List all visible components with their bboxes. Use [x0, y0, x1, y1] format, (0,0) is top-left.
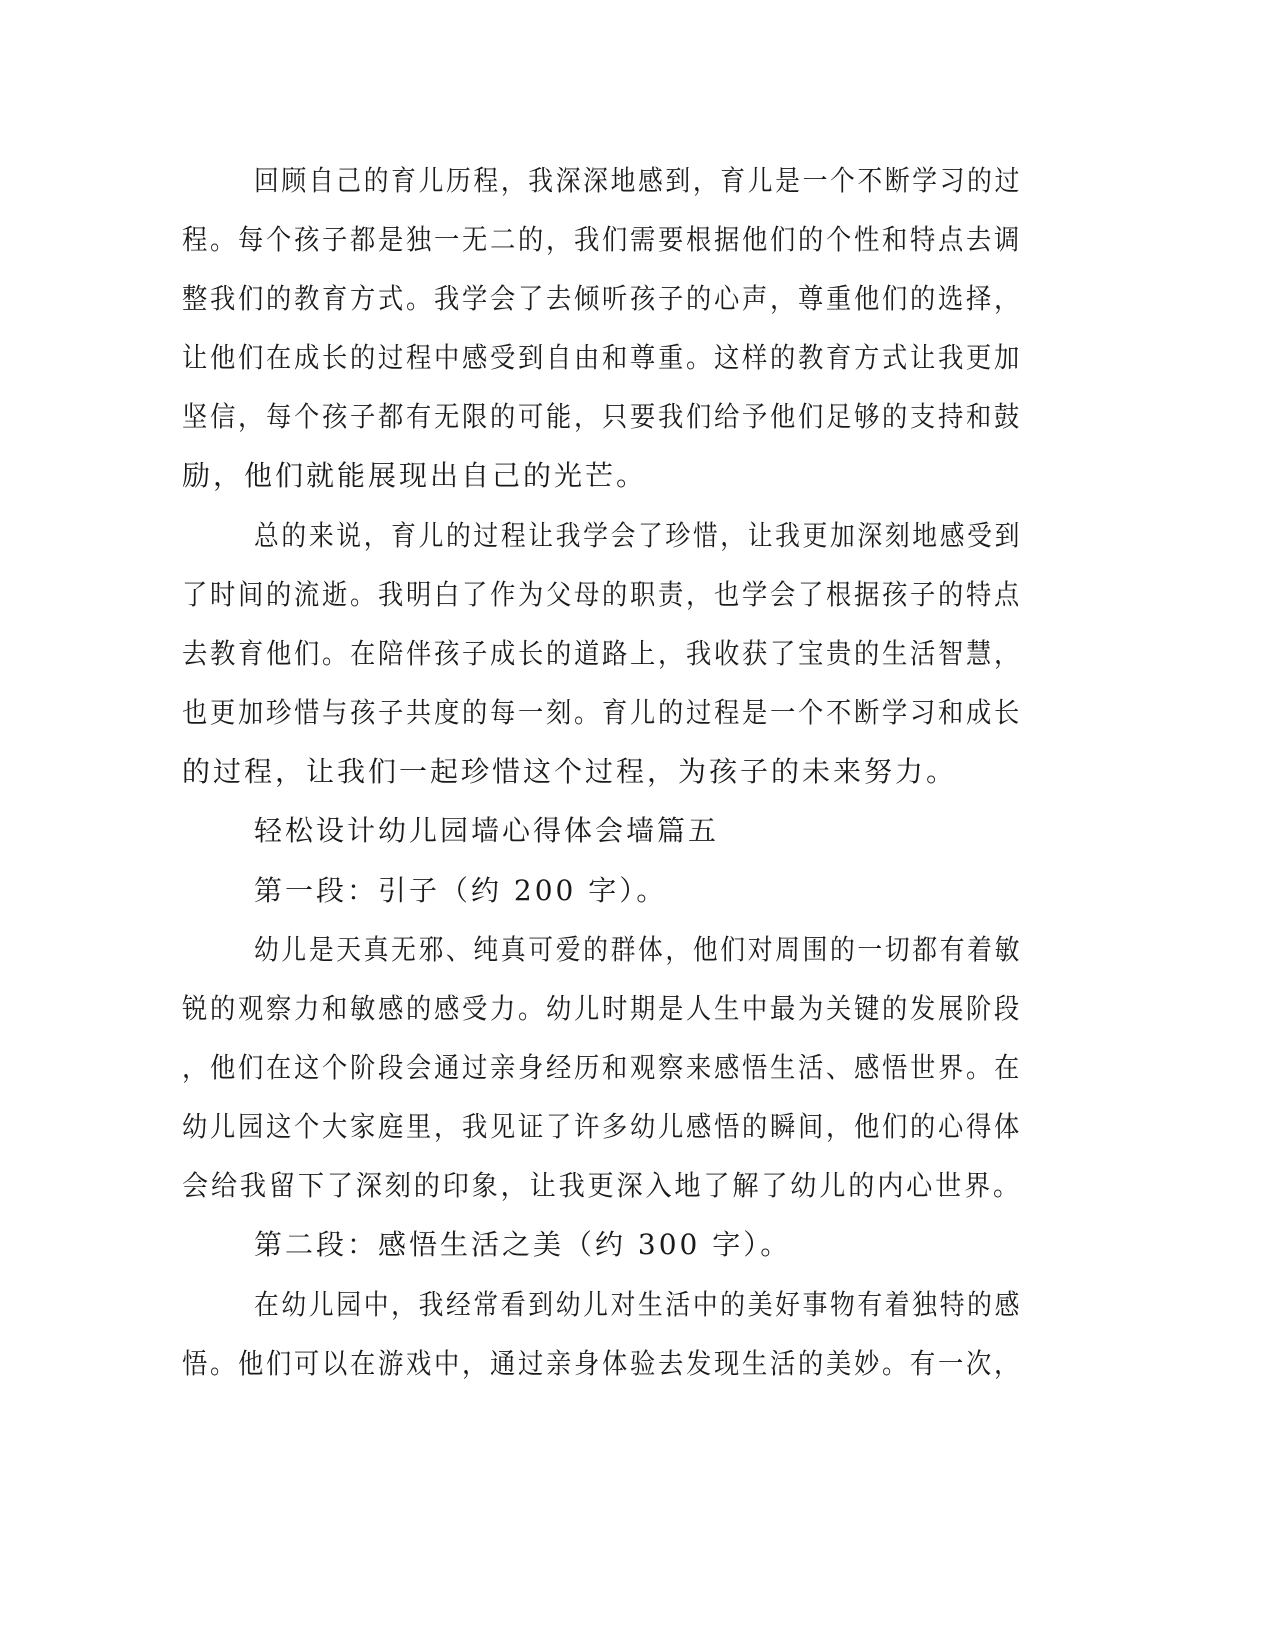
subheading-2 [0, 1225, 1275, 1265]
paragraph-2-line-2 [0, 575, 1275, 615]
text-line: 第二段：感悟生活之美（约 300 字）。 [254, 1228, 792, 1261]
paragraph-3-line-1 [0, 930, 1275, 970]
paragraph-2-line-5 [0, 752, 1275, 792]
paragraph-1-line-3 [0, 279, 1275, 319]
text-line: 第一段：引子（约 200 字）。 [254, 874, 668, 907]
paragraph-1-line-1 [0, 161, 1275, 201]
section-heading [0, 811, 1275, 851]
text-line: 了时间的流逝。我明白了作为父母的职责，也学会了根据孩子的特点 [182, 578, 1022, 611]
paragraph-1-line-6 [0, 456, 1275, 496]
text-line: 幼儿园这个大家庭里，我见证了许多幼儿感悟的瞬间，他们的心得体 [182, 1110, 1022, 1143]
text-line: 励，他们就能展现出自己的光芒。 [182, 459, 648, 492]
text-line: 的过程，让我们一起珍惜这个过程，为孩子的未来努力。 [182, 755, 958, 788]
text-line: ，他们在这个阶段会通过亲身经历和观察来感悟生活、感悟世界。在 [182, 1051, 1022, 1084]
subheading-1 [0, 871, 1275, 911]
text-line: 回顾自己的育儿历程，我深深地感到，育儿是一个不断学习的过 [254, 164, 1023, 197]
paragraph-2-line-1 [0, 516, 1275, 556]
text-line: 去教育他们。在陪伴孩子成长的道路上，我收获了宝贵的生活智慧， [182, 637, 1022, 670]
paragraph-2-line-4 [0, 693, 1275, 733]
paragraph-1-line-5 [0, 397, 1275, 437]
text-line: 幼儿是天真无邪、纯真可爱的群体，他们对周围的一切都有着敏 [254, 933, 1023, 966]
paragraph-3-line-4 [0, 1107, 1275, 1147]
text-line: 程。每个孩子都是独一无二的，我们需要根据他们的个性和特点去调 [182, 223, 1022, 256]
text-line: 锐的观察力和敏感的感受力。幼儿时期是人生中最为关键的发展阶段 [182, 992, 1022, 1025]
paragraph-1-line-4 [0, 338, 1275, 378]
text-line: 也更加珍惜与孩子共度的每一刻。育儿的过程是一个不断学习和成长 [182, 696, 1022, 729]
text-line: 整我们的教育方式。我学会了去倾听孩子的心声，尊重他们的选择， [182, 282, 1022, 315]
text-line: 悟。他们可以在游戏中，通过亲身体验去发现生活的美妙。有一次， [182, 1347, 1022, 1380]
paragraph-3-line-5 [0, 1166, 1275, 1206]
text-line: 让他们在成长的过程中感受到自由和尊重。这样的教育方式让我更加 [182, 341, 1022, 374]
paragraph-1-line-2 [0, 220, 1275, 260]
paragraph-4-line-1 [0, 1285, 1275, 1325]
text-line: 在幼儿园中，我经常看到幼儿对生活中的美好事物有着独特的感 [254, 1288, 1023, 1321]
paragraph-3-line-3 [0, 1048, 1275, 1088]
paragraph-4-line-2 [0, 1344, 1275, 1384]
text-line: 会给我留下了深刻的印象，让我更深入地了解了幼儿的内心世界。 [182, 1169, 1023, 1202]
text-line: 坚信，每个孩子都有无限的可能，只要我们给予他们足够的支持和鼓 [182, 400, 1022, 433]
text-line: 轻松设计幼儿园墙心得体会墙篇五 [254, 814, 720, 847]
paragraph-3-line-2 [0, 989, 1275, 1029]
paragraph-2-line-3 [0, 634, 1275, 674]
text-line: 总的来说，育儿的过程让我学会了珍惜，让我更加深刻地感受到 [254, 519, 1023, 552]
